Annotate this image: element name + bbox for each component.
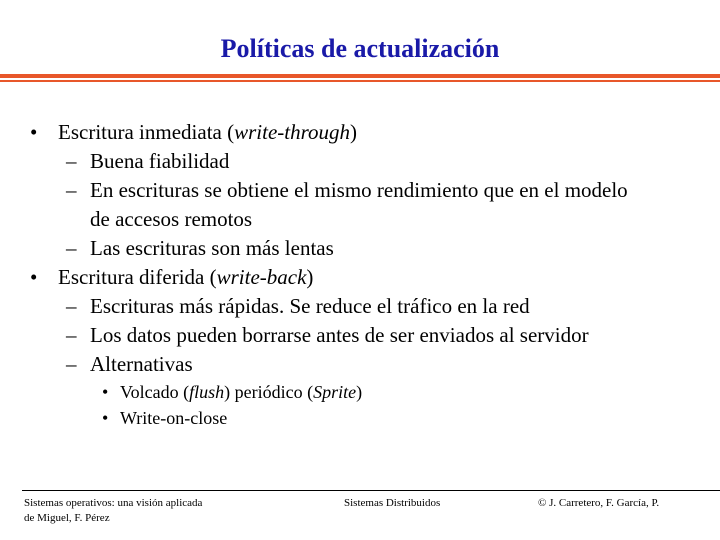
bullet-text: Escritura diferida ( xyxy=(58,265,217,289)
alternative-flush xyxy=(0,379,720,405)
bullet-text: Escritura inmediata ( xyxy=(58,120,235,144)
dash-marker: – xyxy=(66,323,77,347)
subitem-faster-writes xyxy=(0,292,650,321)
alt-text-end: ) xyxy=(356,382,363,402)
alternative-write-on-close xyxy=(0,405,720,431)
dash-marker: – xyxy=(66,236,77,260)
footer-book-title: Sistemas operativos: una visión aplicada xyxy=(24,497,203,509)
title-divider xyxy=(0,74,720,78)
subitem-text: Alternativas xyxy=(90,352,193,376)
alt-term-flush: flush xyxy=(189,382,225,402)
subitem-text: En escrituras se obtiene el mismo rendimiento que en el modelo de accesos remotos xyxy=(90,178,628,231)
footer-course-name: Sistemas Distribuidos xyxy=(344,497,441,509)
alt-text: ) periódico ( xyxy=(224,382,314,402)
dash-marker: – xyxy=(66,178,77,202)
subitem-slower-writes xyxy=(0,234,650,263)
subitem-alternatives xyxy=(0,350,650,379)
footer-book-credit xyxy=(24,496,254,526)
subitem-text: Los datos pueden borrarse antes de ser enviados al servidor xyxy=(90,323,589,347)
subitem-performance xyxy=(0,176,650,234)
bullet-term: write-back xyxy=(216,265,307,289)
bullet-marker: • xyxy=(30,120,38,144)
title-divider-secondary xyxy=(0,80,720,82)
subitem-reliability xyxy=(0,147,650,176)
footer-book-authors: de Miguel, F. Pérez xyxy=(24,512,110,524)
slide-title: Políticas de actualización xyxy=(220,34,500,63)
subitem-text: Las escrituras son más lentas xyxy=(90,236,334,260)
subitem-text: Escrituras más rápidas. Se reduce el tráfico en la red xyxy=(90,294,530,318)
bullet-text-end: ) xyxy=(349,120,357,144)
dash-marker: – xyxy=(66,294,77,318)
footer-divider xyxy=(22,490,720,491)
dash-marker: – xyxy=(66,149,77,173)
alt-text: Volcado ( xyxy=(120,382,190,402)
bullet-marker: • xyxy=(30,265,38,289)
dash-marker: – xyxy=(66,352,77,376)
bullet-text-end: ) xyxy=(306,265,314,289)
alt-text: Write-on-close xyxy=(120,408,228,428)
bullet-term: write-through xyxy=(234,120,350,144)
bullet-write-through xyxy=(0,118,720,147)
bullet-write-back xyxy=(0,263,720,292)
alt-term-sprite: Sprite xyxy=(313,382,357,402)
sub-bullet-marker: • xyxy=(102,382,109,402)
subitem-text: Buena fiabilidad xyxy=(90,149,230,173)
footer-copyright: © J. Carretero, F. García, P. xyxy=(538,497,660,509)
slide-body xyxy=(0,118,720,431)
subitem-data-loss xyxy=(0,321,650,350)
sub-bullet-marker: • xyxy=(102,408,109,428)
